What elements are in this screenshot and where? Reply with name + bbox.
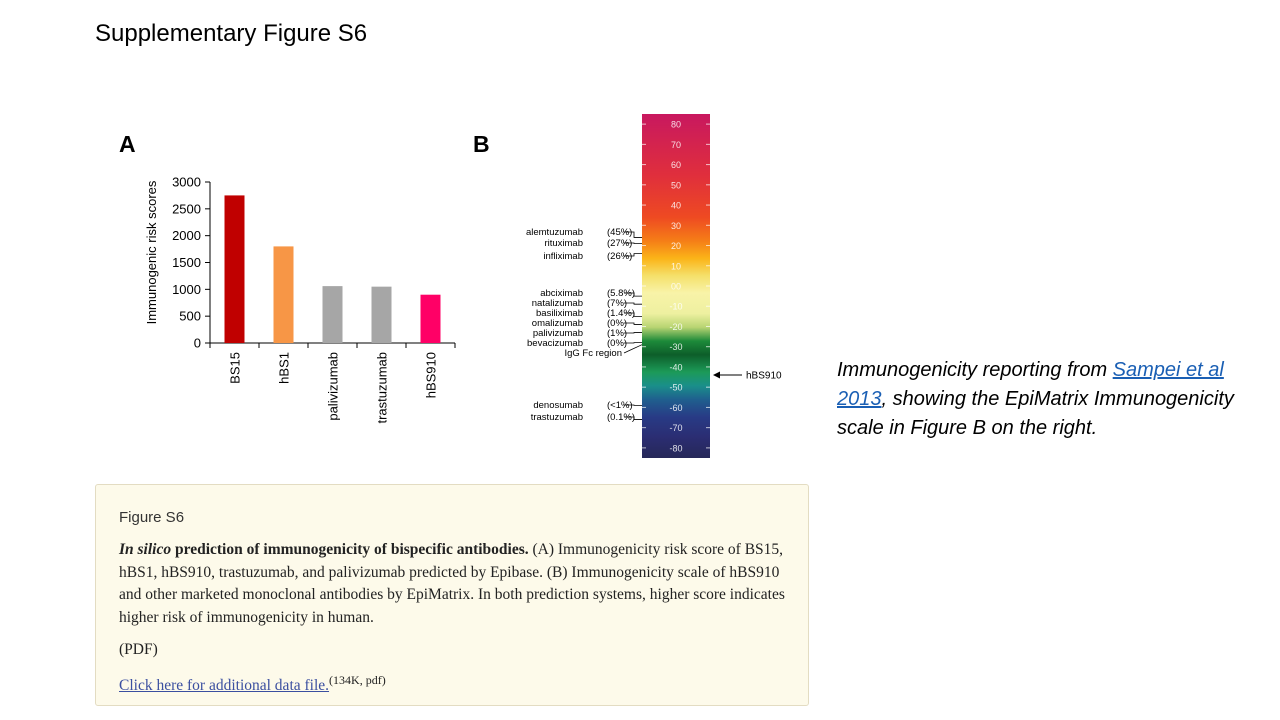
pointer-label: hBS910 xyxy=(746,370,782,382)
scale-label-name: natalizumab xyxy=(531,298,583,309)
scale-tick-label: -40 xyxy=(669,362,683,373)
y-tick-label: 2500 xyxy=(172,201,201,217)
y-tick-label: 1000 xyxy=(172,281,201,297)
scale-label-name: palivizumab xyxy=(532,328,583,339)
data-file-row xyxy=(119,673,386,695)
side-caption-after: , showing the EpiMatrix Immunogenicity scale in Figure B on the right. xyxy=(837,388,1234,439)
y-tick-label: 2000 xyxy=(172,228,201,244)
scale-tick-label: -20 xyxy=(669,321,683,332)
scale-tick-label: -70 xyxy=(669,423,683,434)
figure-description xyxy=(119,539,791,629)
scale-tick-label: -80 xyxy=(669,443,683,454)
scale-label-pct: (0%) xyxy=(607,338,628,349)
scale-label-name: bevacizumab xyxy=(527,338,583,349)
pointer-arrow xyxy=(713,372,720,379)
scale-label-pct: (26%) xyxy=(607,251,633,262)
scale-tick-label: 40 xyxy=(670,200,682,211)
scale-tick-label: 70 xyxy=(670,139,682,150)
x-tick-label: hBS910 xyxy=(423,352,439,399)
figure-caption-box xyxy=(95,484,809,706)
bar-palivizumab xyxy=(323,286,343,343)
scale-label-name: IgG Fc region xyxy=(564,348,622,359)
scale-tick-label: 00 xyxy=(670,281,682,292)
sampei-link[interactable]: Sampei et al 2013 xyxy=(837,359,1224,410)
scale-label-pct: (45%) xyxy=(607,227,633,238)
scale-label-name: omalizumab xyxy=(531,318,583,329)
scale-label-name: denosumab xyxy=(533,400,583,411)
scale-tick-label: -60 xyxy=(669,402,683,413)
scale-tick-label: 80 xyxy=(670,119,682,130)
panel-b-label: B xyxy=(473,131,490,157)
side-caption xyxy=(837,356,1257,443)
scale-label-name: alemtuzumab xyxy=(525,227,583,238)
y-tick-label: 3000 xyxy=(172,174,201,190)
pdf-label: (PDF) xyxy=(119,641,158,658)
scale-label-pct: (0%) xyxy=(607,318,628,329)
x-tick-label: trastuzumab xyxy=(374,352,390,424)
scale-tick-label: -10 xyxy=(669,301,683,312)
side-caption-before: Immunogenicity reporting from xyxy=(837,359,1113,381)
epimatrix-scale-b xyxy=(500,110,800,465)
desc-body: (A) Immunogenicity risk score of BS15, hBS1, hBS910, trastuzumab, and palivizumab predicted by Epibase. (B) Immunogenicity scale of hBS910 and other marketed monoclonal antibodies by EpiMatrix. In both prediction systems, higher score indicates higher risk of immunogenicity in human. xyxy=(119,541,785,626)
figure-heading: Figure S6 xyxy=(119,509,185,526)
bar-BS15 xyxy=(225,195,245,343)
scale-tick-label: -30 xyxy=(669,342,683,353)
bar-hBS1 xyxy=(274,246,294,343)
x-tick-label: palivizumab xyxy=(325,352,341,421)
scale-tick-label: 20 xyxy=(670,241,682,252)
link-note: (134K, pdf) xyxy=(329,673,386,687)
scale-label-pct: (27%) xyxy=(607,238,633,249)
desc-title-rest: prediction of immunogenicity of bispecific antibodies. xyxy=(171,541,529,558)
bar-chart-a xyxy=(140,170,470,435)
scale-label-name: abciximab xyxy=(540,288,583,299)
scale-label-pct: (1%) xyxy=(607,328,628,339)
scale-label-pct: (0.1%) xyxy=(607,412,635,423)
scale-label-name: rituximab xyxy=(544,238,583,249)
y-axis-label: Immunogenic risk scores xyxy=(144,180,159,325)
bar-hBS910 xyxy=(421,295,441,343)
scale-label-pct: (7%) xyxy=(607,298,628,309)
scale-label-pct: (1.4%) xyxy=(607,308,635,319)
scale-tick-label: 10 xyxy=(670,261,682,272)
desc-title-italic: In silico xyxy=(119,541,172,558)
scale-label-name: trastuzumab xyxy=(530,412,583,423)
scale-label-pct: (<1%) xyxy=(607,400,633,411)
scale-label-name: infliximab xyxy=(543,251,583,262)
scale-tick-label: 60 xyxy=(670,160,682,171)
y-tick-label: 500 xyxy=(179,308,201,324)
slide-title: Supplementary Figure S6 xyxy=(95,20,368,47)
scale-tick-label: 30 xyxy=(670,220,682,231)
scale-tick-label: -50 xyxy=(669,382,683,393)
scale-label-name: basiliximab xyxy=(536,308,583,319)
y-tick-label: 1500 xyxy=(172,255,201,270)
bar-trastuzumab xyxy=(372,287,392,343)
additional-data-link[interactable]: Click here for additional data file. xyxy=(119,677,330,695)
x-tick-label: BS15 xyxy=(227,352,243,384)
x-tick-label: hBS1 xyxy=(276,352,292,384)
scale-label-pct: (5.8%) xyxy=(607,288,635,299)
scale-tick-label: 50 xyxy=(670,180,682,191)
panel-a-label: A xyxy=(119,131,136,157)
y-tick-label: 0 xyxy=(193,335,201,351)
